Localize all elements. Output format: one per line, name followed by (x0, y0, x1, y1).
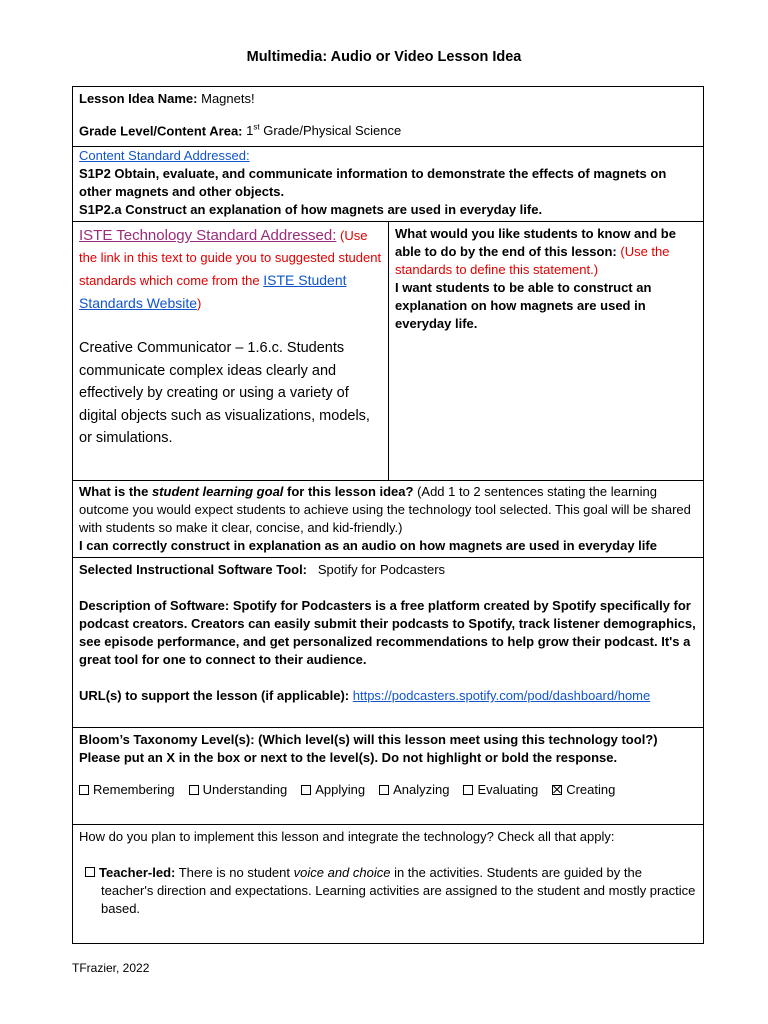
iste-instructions: ISTE Technology Standard Addressed: (Use the link in this text to guide you to suggested student standards which come from the ISTE Student Standards Website) (79, 227, 382, 311)
iste-heading: ISTE Technology Standard Addressed: (79, 227, 337, 244)
know-hint: (Use the standards to define this statement.) (395, 244, 670, 277)
blooms-cell (73, 728, 703, 825)
blooms-remembering-checkbox[interactable]: Remembering (79, 781, 175, 799)
lesson-url-link[interactable]: https://podcasters.spotify.com/pod/dashboard/home (352, 688, 651, 703)
checkbox-icon (301, 785, 311, 795)
know-question: What would you like students to know and be able to do by the end of this lesson: (395, 226, 676, 259)
grade-value: 1st Grade/Physical Science (246, 123, 402, 139)
goal-answer: I can correctly construct in explanation as an audio on how magnets are used in everyday life (79, 538, 657, 553)
checkbox-icon[interactable] (85, 867, 95, 877)
blooms-creating-checkbox[interactable]: Creating (552, 781, 615, 799)
footer-credit: TFrazier, 2022 (72, 961, 150, 975)
lesson-name-value: Magnets! (201, 91, 255, 106)
checkbox-icon (463, 785, 473, 795)
blooms-question: Bloom’s Taxonomy Level(s): (Which level(s) will this lesson meet using this technology tool?) Please put an X in the box or next to the level(s). Do not highlight or bold the response. (79, 732, 658, 765)
grade-label: Grade Level/Content Area: (79, 123, 243, 139)
standard-s1p2a: S1P2.a Construct an explanation of how magnets are used in everyday life. (79, 202, 543, 217)
goal-question: What is the student learning goal for this lesson idea? (Add 1 to 2 sentences stating the learning outcome you would expect students to achieve using the technology tool selected. This goal will be shared with students so make it clear, concise, and kid-friendly.) (79, 484, 691, 535)
teacher-led-option[interactable]: Teacher-led: There is no student voice and choice in the activities. Students are guided by the teacher's direction and expectations. Learning activities are assigned to the student and mostly practice based. (79, 864, 697, 918)
implement-question: How do you plan to implement this lesson and integrate the technology? Check all that apply: (79, 829, 615, 844)
blooms-analyzing-checkbox[interactable]: Analyzing (379, 781, 449, 799)
blooms-understanding-checkbox[interactable]: Understanding (189, 781, 288, 799)
software-description: Description of Software: Spotify for Podcasters is a free platform created by Spotify specifically for podcast creators. Creators can easily submit their podcasts to Spotify, track listener demographics, see episode performance, and get personalized recommendations to help grow their podcast. It's a great tool for one to connect to their audience. (79, 598, 696, 667)
implementation-cell (73, 825, 703, 943)
content-standard-heading: Content Standard Addressed: (79, 148, 250, 163)
know-cell (389, 222, 703, 480)
tool-value: Spotify for Podcasters (317, 562, 446, 577)
lesson-table (72, 86, 704, 944)
tool-line: Selected Instructional Software Tool: Spotify for Podcasters (79, 562, 446, 577)
blooms-applying-checkbox[interactable]: Applying (301, 781, 365, 799)
checkbox-icon (379, 785, 389, 795)
checkbox-icon (79, 785, 89, 795)
iste-and-goals-row (73, 222, 703, 481)
checked-checkbox-icon (552, 785, 562, 795)
learning-goal-cell (73, 481, 703, 558)
lesson-info-cell (73, 87, 703, 147)
iste-cell (73, 222, 389, 480)
iste-standards-link[interactable]: ISTE Student Standards Website (79, 272, 347, 311)
iste-standard-text: Creative Communicator – 1.6.c. Students communicate complex ideas clearly and effectively by creating or using a variety of digital objects such as visualizations, models, or simulations. (79, 340, 370, 446)
know-answer: I want students to be able to construct an explanation on how magnets are used in everyday life. (395, 280, 652, 331)
blooms-evaluating-checkbox[interactable]: Evaluating (463, 781, 538, 799)
url-line: URL(s) to support the lesson (if applicable): https://podcasters.spotify.com/pod/dashboard/home (79, 688, 651, 703)
standard-s1p2: S1P2 Obtain, evaluate, and communicate information to demonstrate the effects of magnets on other magnets and other objects. (79, 166, 667, 199)
lesson-name-label: Lesson Idea Name: (79, 91, 198, 106)
checkbox-icon (189, 785, 199, 795)
document-title: Multimedia: Audio or Video Lesson Idea (246, 49, 522, 65)
blooms-levels (79, 781, 697, 799)
content-standard-cell (73, 147, 703, 222)
software-cell (73, 558, 703, 728)
